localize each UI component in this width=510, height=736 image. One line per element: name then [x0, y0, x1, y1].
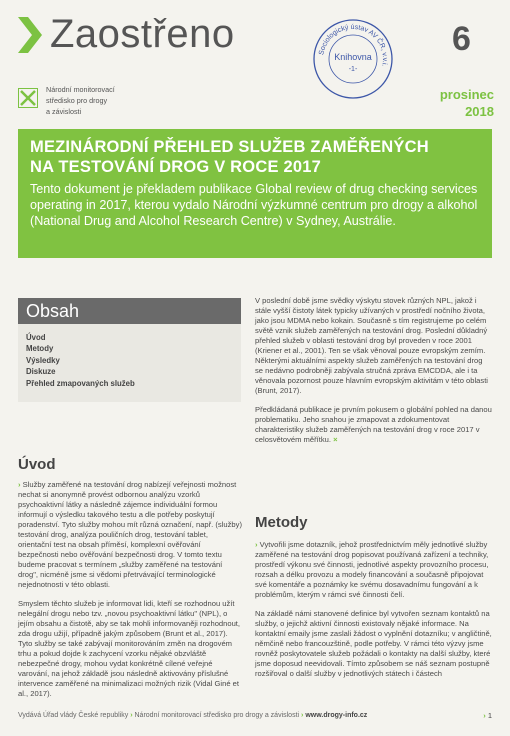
separator-icon: ›	[130, 712, 133, 719]
right-column	[255, 296, 492, 454]
separator-icon: ›	[301, 712, 304, 719]
methods-column	[255, 540, 492, 688]
website-link[interactable]: www.drogy-info.cz	[305, 712, 368, 719]
stamp-center-sub: -1-	[348, 66, 358, 73]
stamp-center-text: Knihovna	[334, 52, 372, 62]
toc-item[interactable]: Diskuze	[26, 367, 56, 377]
end-mark-icon: ×	[333, 435, 338, 444]
chevron-icon: ›	[483, 711, 486, 720]
document-title: MEZINÁRODNÍ PŘEHLED SLUŽEB ZAMĚŘENÝCH NA TESTOVÁNÍ DROG V ROCE 2017	[30, 138, 429, 176]
section-heading-methods: Metody	[255, 514, 308, 531]
masthead	[0, 0, 510, 130]
intro-paragraph-1: Služby zaměřené na testování drog nabízejí veřejnosti možnost nechat si anonymně provést odbornou analýzu vzorků psychoaktivní látky a následně zájemce individuální formou informují o výsledku takového testu a dle potřeby poskytují poradenství. Tyto služby mohou mít různá označení, např. (služby) testování drog, analýza pouličních drog, testování tablet, orientační test na obsah příměsí, komplexní ověřování bezpečnosti nebo ověřování bezpečnosti drog. V tomto textu budeme pracovat s termínem „služby zaměřené na testování drog", nicméně jsme si vědomi přetrvávající terminologické nejednotnosti v této oblasti.	[18, 480, 242, 589]
toc-heading: Obsah	[18, 298, 241, 324]
right-paragraph-2: Předkládaná publikace je prvním pokusem o globální pohled na danou problematiku. Jeho snahou je zmapovat a zdokumentovat charakteristiky služeb zaměřených na testování drog v roce 2017 v celosvětovém měřítku.	[255, 405, 492, 444]
toc-item[interactable]: Úvod	[26, 333, 46, 342]
section-heading-intro: Úvod	[18, 456, 56, 473]
issue-date: prosinec 2018	[439, 87, 494, 119]
brand-name: Zaostřeno	[50, 12, 235, 56]
page-footer: Vydává Úřad vlády České republiky › Národní monitorovací středisko pro drogy a závislosti › www.drogy-info.cz	[18, 712, 368, 719]
library-stamp	[312, 18, 394, 100]
arrow-icon: ›	[255, 540, 258, 549]
right-paragraph-1: V poslední době jsme svědky výskytu stovek různých NPL, jakož i stále vyšší čistoty látek typicky užívaných v prostředí nočního života, jako jsou MDMA nebo kokain. Současně s tím registrujeme po celém světě vznik služeb zaměřených na testování drog. Poslední důkladný přehled služeb v oblasti testování drog byl proveden v roce 2001 (Kriener et al., 2001). Ten se však věnoval pouze evropským zemím. Některými aktuálními aspekty služeb zaměřených na testování drog se nedávno podrobněji zabývala stručná zpráva EMCDDA, ale i ta věnovala pozornost pouze hlavním evropským aktivitám v této oblasti (Brunt, 2017).	[255, 296, 488, 395]
arrow-icon: ›	[18, 480, 21, 489]
methods-paragraph-1: Vytvořili jsme dotazník, jehož prostřednictvím měly jednotlivé služby zaměřené na testování drog popisovat používaná zařízení a techniky, prostředí výkonu své činnosti, jednotlivé aspekty provozního procesu, rozsah a délku provozu a modely financování a současně připojovat své komentáře a poznámky ke svému dosavadnímu fungování a k problémům, kterým v rámci své činnosti čelí.	[255, 540, 489, 599]
issue-number: 6	[452, 20, 471, 58]
org-name: Národní monitorovací středisko pro drogy a závislosti	[46, 85, 115, 116]
brand	[16, 12, 235, 57]
intro-paragraph-2: Smyslem těchto služeb je informovat lidi, kteří se rozhodnou užít nelegální drogu nebo tzv. „novou psychoaktivní látku" (NPL), o jejím obsahu a čistotě, aby se tak mohli informovaněji rozhodnout, zda drogu užijí, případně jakým způsobem (Brunt et al., 2017). Tyto služby se také zabývají monitorováním změn na drogovém trhu a pokud dojde k zachycení vzorku nějaké obzvláště nebezpečné drogy, mohou vydat konkrétně cílené veřejné varování, na jehož základě jsou následně aktivovány příslušné intervence zaměřené na minimalizaci možných rizik (Vidal Giné et al., 2017).	[18, 599, 241, 698]
toc-item[interactable]: Přehled zmapovaných služeb	[26, 378, 135, 388]
title-banner	[18, 129, 492, 258]
nms-logo-icon	[18, 88, 38, 108]
intro-column	[18, 480, 243, 708]
toc-item[interactable]: Výsledky	[26, 355, 60, 365]
table-of-contents	[18, 298, 241, 402]
page-number: › 1	[483, 711, 492, 720]
toc-item[interactable]: Metody	[26, 344, 54, 354]
stamp-ring-text: Sociologický ústav AV ČR, v.v.i.	[318, 23, 389, 68]
document-subtitle: Tento dokument je překladem publikace Global review of drug checking services operating in 2017, kterou vydalo Národní výzkumné centrum pro drogy a alkohol (National Drug and Alcohol Research Centre) v Sydney, Austrálie.	[30, 182, 478, 228]
methods-paragraph-2: Na základě námi stanovené definice byl vytvořen seznam kontaktů na služby, o jejichž aktivní činnosti existovaly nějaké informace. Na kontaktní emaily jsme zaslali žádost o vyplnění dotazníku; v angličtině, němčině nebo francouzštině, podle potřeby. V rámci této výzvy jsme rovněž poskytovatele služeb požádali o kontakty na další služby, které jsme doposud neevidovali. Tímto způsobem se náš seznam postupně rozšiřoval o další služby v jednotlivých státech i částech	[255, 609, 492, 678]
chevron-logo-icon	[16, 15, 44, 55]
